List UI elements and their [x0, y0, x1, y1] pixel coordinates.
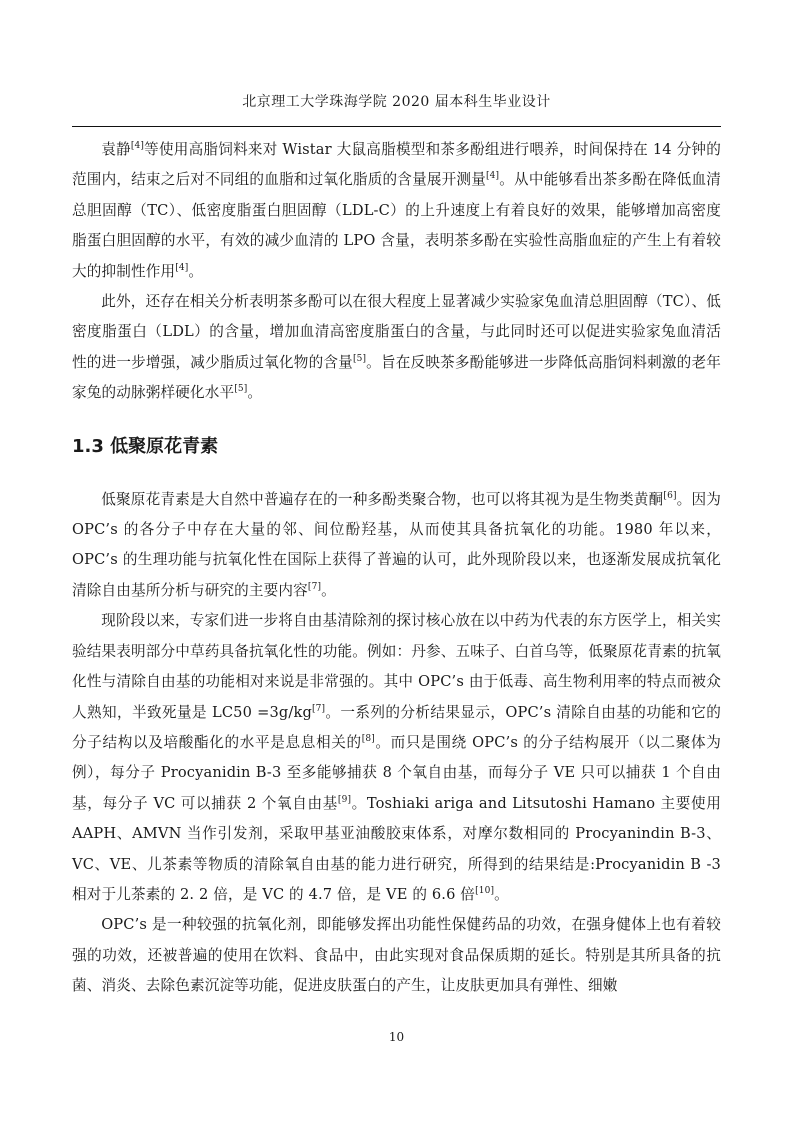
paragraph-text: 袁静	[101, 141, 131, 158]
section-heading: 1.3 低聚原花青素	[72, 435, 219, 457]
body-paragraph	[72, 606, 721, 910]
paragraph-text: 。而只是围绕 OPC’s 的分子结构展开（以二聚体为例），每分子 Procyanidin B-3 至多能够捕获 8 个氧自由基，而每分子 VE 只可以捕获 1 个自由基，每分子 VC 可以捕获 2 个氧自由基	[72, 733, 721, 812]
paragraph-text: 。	[321, 581, 336, 599]
body-paragraph	[72, 287, 721, 409]
citation-ref: [5]	[352, 353, 367, 364]
header-rule	[72, 126, 721, 127]
citation-ref: [7]	[311, 703, 326, 714]
page-number: 10	[388, 1030, 405, 1044]
citation-ref: [5]	[234, 384, 248, 395]
citation-ref: [4]	[486, 171, 500, 182]
paragraph-text: 。从中能够看出茶多酚在降低血清总胆固醇（TC）、低密度脂蛋白胆固醇（LDL-C）的上升速度上有着良好的效果，能够增加高密度脂蛋白胆固醇的水平，有效的减少血清的 LPO 含量，表明茶多酚在实验性高脂血症的产生上有着较大的抑制性作用	[72, 171, 721, 280]
citation-ref: [10]	[475, 886, 495, 897]
paragraph-text: 此外，还存在相关分析表明茶多酚可以在很大程度上显著减少实验家兔血清总胆固醇（TC）、低密度脂蛋白（LDL）的含量，增加血清高密度脂蛋白的含量，与此同时还可以促进实验家兔血清活性的进一步增强，减少脂质过氧化物的含量	[72, 293, 721, 371]
citation-ref: [4]	[175, 262, 189, 273]
paragraph-text: 。	[247, 384, 263, 402]
body-paragraph	[72, 135, 721, 287]
paragraph-text: OPC’s 是一种较强的抗氧化剂，即能够发挥出功能性保健药品的功效，在强身健体上也有着较强的功效，还被普遍的使用在饮料、食品中，由此实现对食品保质期的延长。特别是其所具备的抗菌、消炎、去除色素沉淀等功能，促进皮肤蛋白的产生，让皮肤更加具有弹性、细嫩	[72, 916, 721, 995]
body-paragraph	[72, 485, 721, 607]
paragraph-text: 。	[188, 262, 204, 280]
citation-ref: [4]	[130, 141, 145, 152]
citation-ref: [6]	[663, 490, 677, 501]
paragraph-text: 。一系列的分析结果显示，OPC’s 清除自由基的功能和它的分子结构以及培酸酯化的水平是息息相关的	[72, 703, 721, 751]
paragraph-text: 等使用高脂饲料来对 Wistar 大鼠高脂模型和茶多酚组进行喂养，时间保持在 14 分钟的范围内，结束之后对不同组的血脂和过氧化脂质的含量展开测量	[72, 141, 721, 189]
paragraph-text: 现阶段以来，专家们进一步将自由基清除剂的探讨核心放在以中药为代表的东方医学上，相关实验结果表明部分中草药具备抗氧化性的功能。例如：丹参、五味子、白首乌等，低聚原花青素的抗氧化性与清除自由基的功能相对来说是非常强的。其中 OPC’s 由于低毒、高生物利用率的特点而被众人熟知，半致死量是 LC50 =3g/kg	[72, 612, 721, 721]
page-header: 北京理工大学珠海学院 2020 届本科生毕业设计	[242, 94, 551, 110]
citation-ref: [9]	[337, 794, 352, 805]
paragraph-text: 。	[494, 885, 509, 903]
body-paragraphs-top	[72, 135, 721, 409]
paragraph-text: 。旨在反映茶多酚能够进一步降低高脂饲料刺激的老年家兔的动脉粥样硬化水平	[72, 353, 721, 402]
body-paragraph	[72, 910, 721, 1001]
citation-ref: [8]	[361, 734, 375, 745]
page-body	[72, 135, 721, 1002]
body-paragraphs-bottom	[72, 485, 721, 1002]
citation-ref: [7]	[307, 582, 322, 593]
paragraph-text: 低聚原花青素是大自然中普遍存在的一种多酚类聚合物，也可以将其视为是生物类黄酮	[101, 490, 664, 508]
paragraph-text: 。Toshiaki ariga and Litsutoshi Hamano 主要使用 AAPH、AMVN 当作引发剂，采取甲基亚油酸胶束体系，对摩尔数相同的 Procyanindin B-3、VC、VE、儿茶素等物质的清除氧自由基的能力进行研究，所得到的结果结是:Procyanidin B -3 相对于儿茶素的 2. 2 倍，是 VC 的 4.7 倍，是 VE 的 6.6 倍	[72, 794, 721, 903]
paragraph-text: 。因为 OPC’s 的各分子中存在大量的邻、间位酚羟基，从而使其具备抗氧化的功能。1980 年以来，OPC’s 的生理功能与抗氧化性在国际上获得了普遍的认可，此外现阶段以来，也逐渐发展成抗氧化清除自由基所分析与研究的主要内容	[72, 490, 721, 599]
